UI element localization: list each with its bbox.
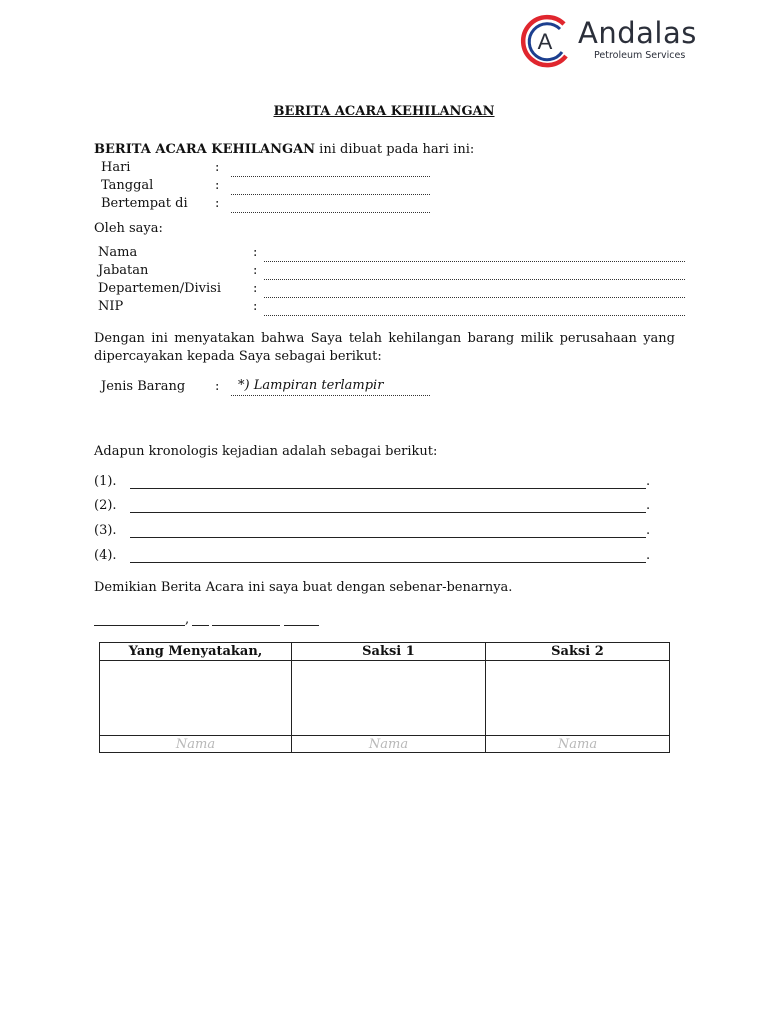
line-end: . [646, 498, 651, 513]
chronology-line-4[interactable] [130, 562, 646, 563]
chronology-line-1[interactable] [130, 488, 646, 489]
company-logo [516, 12, 726, 70]
nama-field[interactable] [264, 261, 685, 262]
name-placeholder[interactable]: Nama [292, 736, 486, 753]
header-yang-menyatakan: Yang Menyatakan, [100, 643, 292, 661]
field-colon: : [215, 196, 220, 211]
nip-field[interactable] [264, 315, 685, 316]
field-colon: : [253, 281, 258, 296]
field-label-tanggal: Tanggal [101, 178, 154, 193]
field-label-nip: NIP [98, 299, 124, 314]
chronology-number: (1). [94, 474, 117, 489]
logo-mark-letter: A [537, 29, 553, 54]
field-colon: : [253, 245, 258, 260]
logo-name: Andalas [578, 16, 697, 50]
signature-name-row [100, 736, 670, 753]
year-blank[interactable] [284, 625, 319, 626]
departemen-field[interactable] [264, 297, 685, 298]
logo-subtitle: Petroleum Services [594, 50, 686, 61]
month-blank[interactable] [212, 625, 280, 626]
signature-table [99, 642, 670, 753]
signature-box-witness-1[interactable] [292, 661, 486, 736]
date-comma: , [185, 612, 190, 627]
name-placeholder[interactable]: Nama [486, 736, 670, 753]
name-placeholder[interactable]: Nama [100, 736, 292, 753]
line-end: . [646, 548, 651, 563]
chronology-number: (3). [94, 523, 117, 538]
jenis-barang-field[interactable] [231, 395, 430, 396]
chronology-line-2[interactable] [130, 512, 646, 513]
header-saksi-2: Saksi 2 [486, 643, 670, 661]
chronology-label: Adapun kronologis kejadian adalah sebagai berikut: [94, 444, 438, 459]
field-colon: : [215, 178, 220, 193]
tanggal-field[interactable] [231, 194, 430, 195]
field-label-tempat: Bertempat di [101, 196, 188, 211]
chronology-number: (4). [94, 548, 117, 563]
signature-space-row [100, 661, 670, 736]
logo-mark-icon [516, 12, 574, 70]
tempat-field[interactable] [231, 212, 430, 213]
line-end: . [646, 474, 651, 489]
field-colon: : [253, 263, 258, 278]
field-colon: : [253, 299, 258, 314]
statement-paragraph: Dengan ini menyatakan bahwa Saya telah kehilangan barang milik perusahaan yang dipercayakan kepada Saya sebagai berikut: [94, 331, 675, 364]
line-end: . [646, 523, 651, 538]
jenis-barang-value: *) Lampiran terlampir [238, 378, 384, 393]
field-label-jenis-barang: Jenis Barang [101, 379, 186, 394]
intro-line [94, 142, 474, 157]
closing-sentence: Demikian Berita Acara ini saya buat dengan sebenar-benarnya. [94, 580, 513, 595]
day-blank[interactable] [192, 625, 209, 626]
signature-header-row [100, 643, 670, 661]
header-saksi-1: Saksi 1 [292, 643, 486, 661]
hari-field[interactable] [231, 176, 430, 177]
by-label: Oleh saya: [94, 221, 163, 236]
jabatan-field[interactable] [264, 279, 685, 280]
field-label-nama: Nama [98, 245, 138, 260]
chronology-number: (2). [94, 498, 117, 513]
place-blank[interactable] [94, 625, 185, 626]
intro-rest: ini dibuat pada hari ini: [315, 142, 475, 157]
chronology-line-3[interactable] [130, 537, 646, 538]
field-label-jabatan: Jabatan [98, 263, 149, 278]
field-colon: : [215, 379, 220, 394]
signature-box-declarant[interactable] [100, 661, 292, 736]
field-label-hari: Hari [101, 160, 131, 175]
intro-bold: BERITA ACARA KEHILANGAN [94, 142, 316, 157]
field-colon: : [215, 160, 220, 175]
document-title: BERITA ACARA KEHILANGAN [273, 104, 495, 119]
signature-box-witness-2[interactable] [486, 661, 670, 736]
field-label-departemen: Departemen/Divisi [98, 281, 222, 296]
